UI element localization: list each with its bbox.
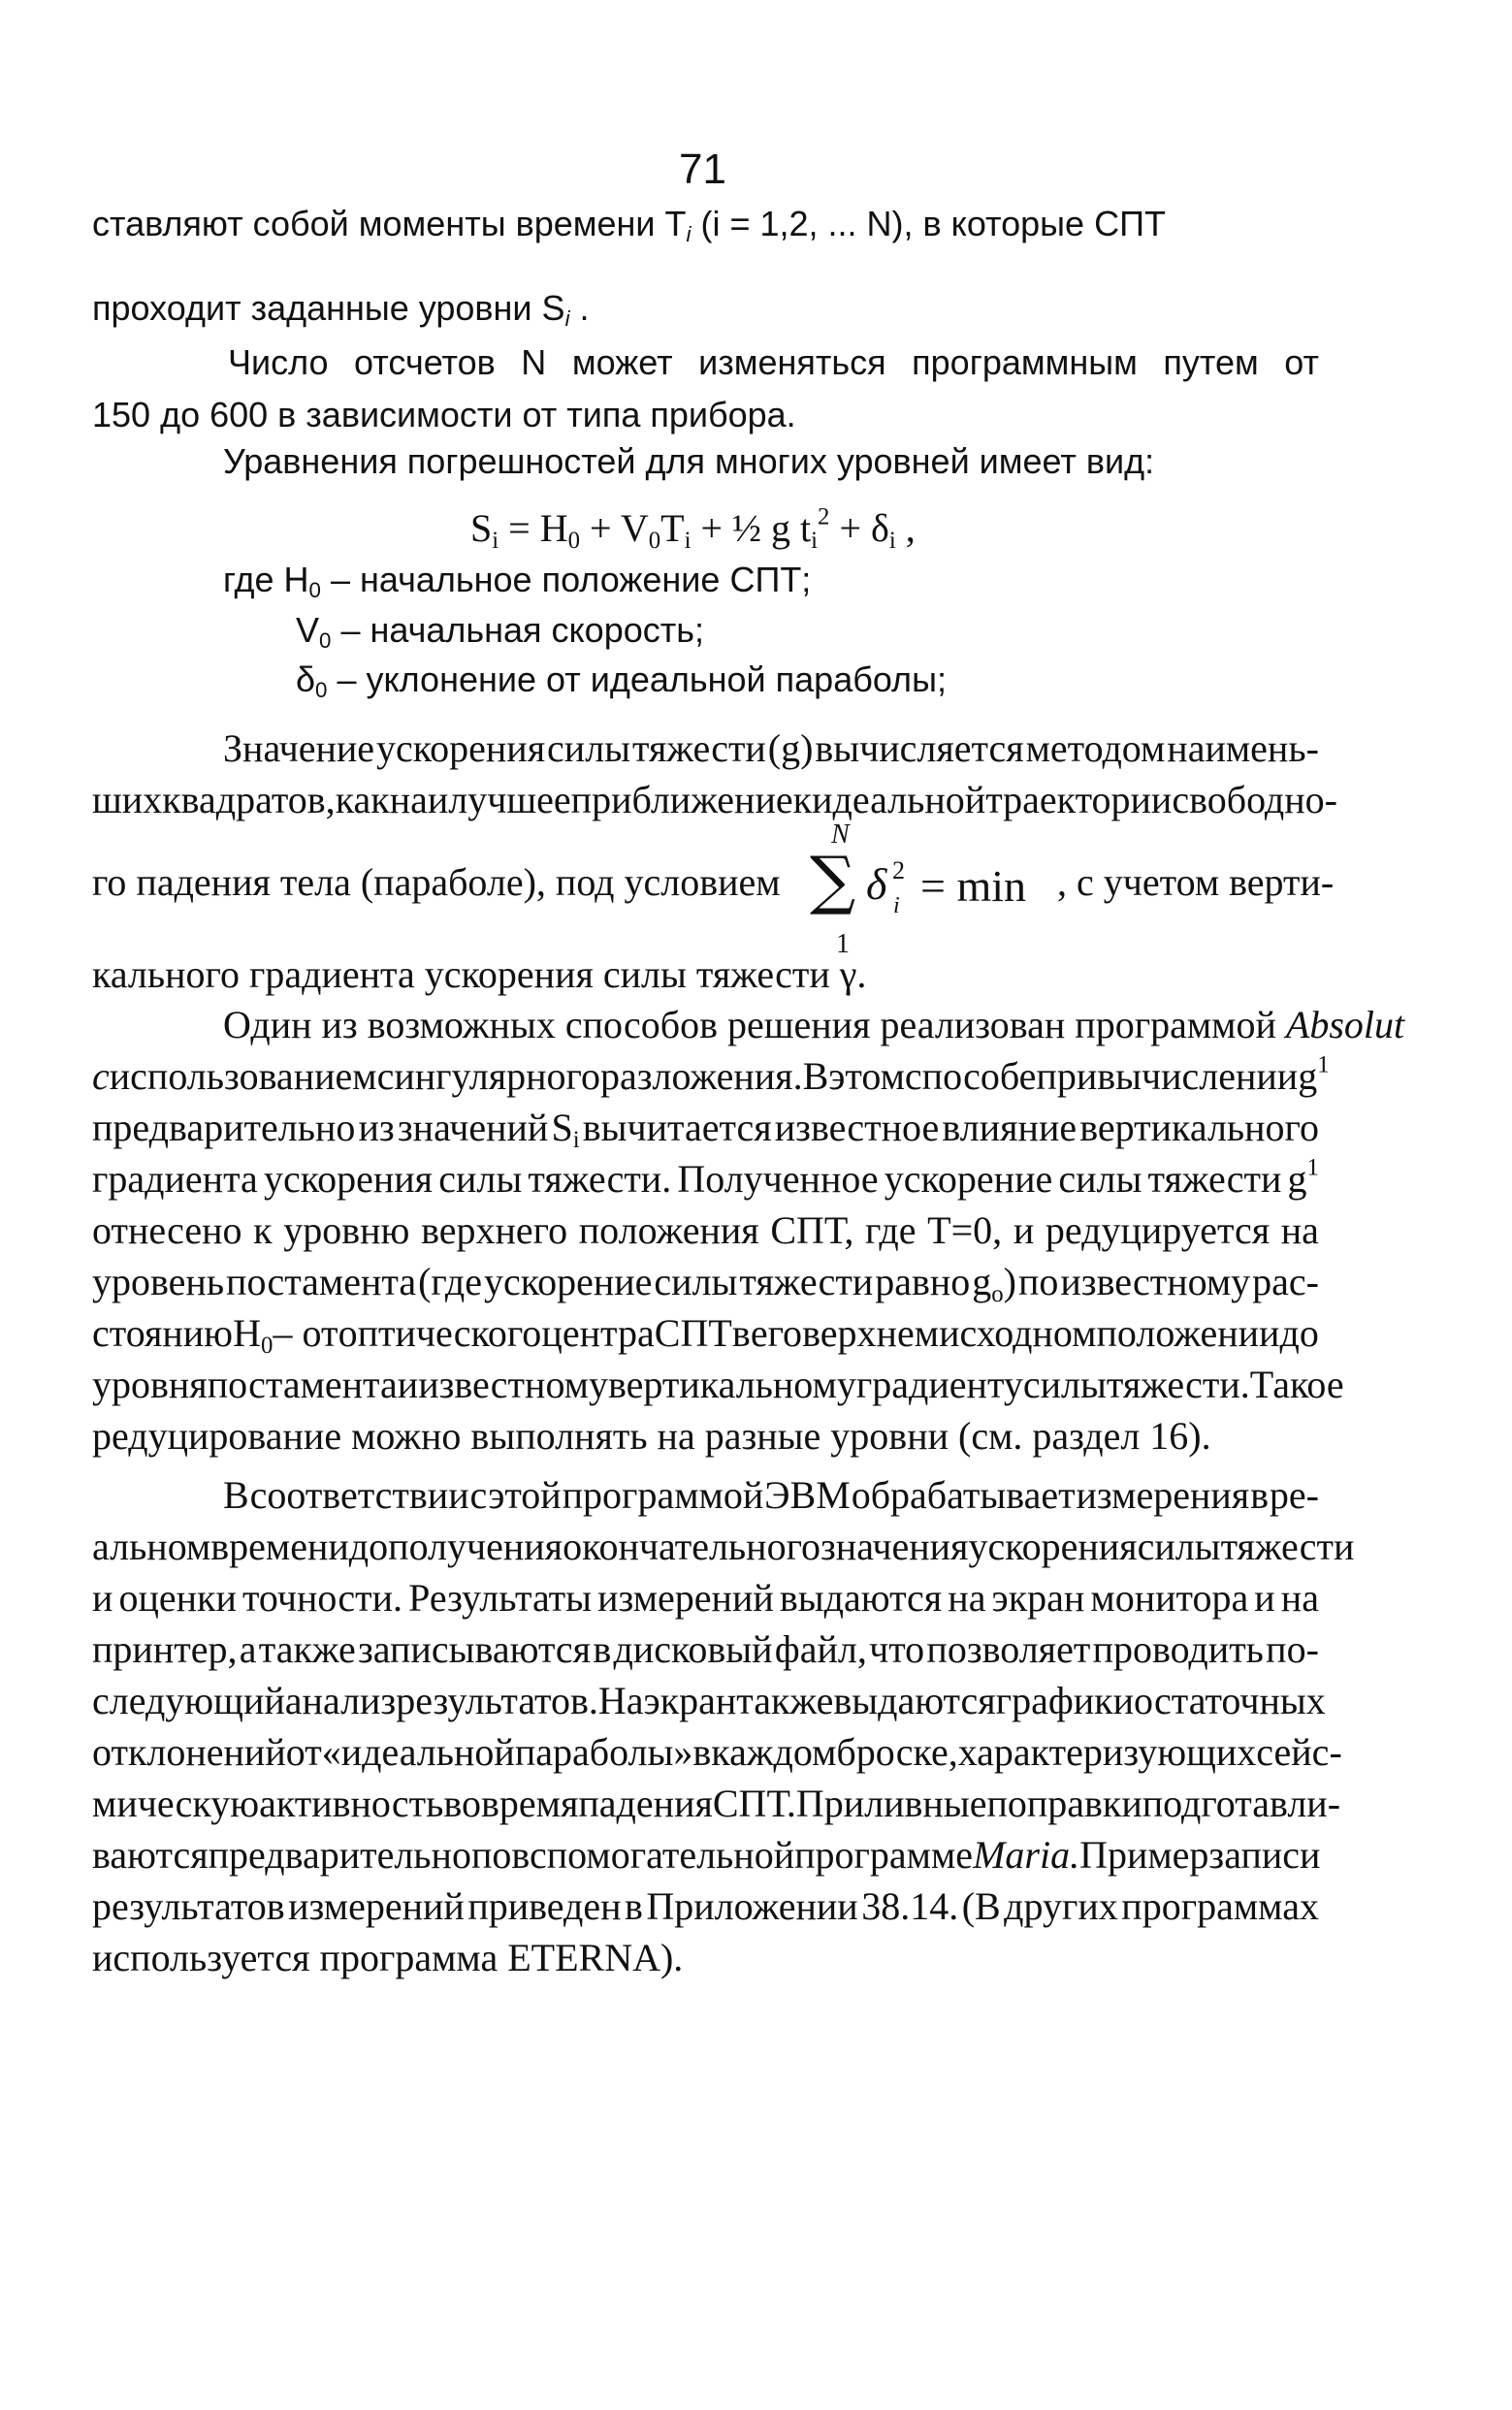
sum-formula xyxy=(810,819,1047,975)
text-line: редуцирование можно выполнять на разные уровни (см. раздел 16). xyxy=(92,1414,1211,1458)
exponent: 2 xyxy=(892,856,905,884)
text-line: проходит заданные уровни $S_i$ . xyxy=(92,288,590,332)
text-line: используется программа ETERNA). xyxy=(92,1936,684,1979)
text-line: следующий анализ результатов. На экран также выдаются графики остаточных xyxy=(92,1679,1326,1722)
text-line: В соответствии с этой программой ЭВМ обрабатывает измерения в ре- xyxy=(223,1473,1319,1517)
text-line: стоянию $H_0$ – от оптического центра СПТ в его верхнем исходном положении до xyxy=(92,1311,1319,1359)
text-line: и оценки точности. Результаты измерений выдаются на экран монитора и на xyxy=(92,1576,1319,1620)
text-line: предварительно из значений $S_i$ вычитается известное влияние вертикального xyxy=(92,1106,1319,1153)
sum-upper-limit: N xyxy=(831,819,850,850)
text-line: Значение ускорения силы тяжести (g) вычисляется методом наимень- xyxy=(223,726,1319,770)
delta-symbol: δ xyxy=(866,859,887,909)
sum-lower-limit: 1 xyxy=(836,929,850,959)
text-line: ставляют собой моменты времени $T_i$ (i = 1,2, ... N), в которые СПТ xyxy=(92,204,1166,247)
text-line: , с учетом верти- xyxy=(1057,860,1335,904)
text-line: Уравнения погрешностей для многих уровней имеет вид: xyxy=(223,441,1155,481)
equation: $S_i = H_0 + V_0T_i$ + ½ g $t_i^2 + \delta_i$ , xyxy=(470,503,916,554)
subscript-index: i xyxy=(893,893,900,918)
definition-line: $V_0$ – начальная скорость; xyxy=(296,610,704,654)
text-line: ваются предварительно по вспомогательной программе Maria. Пример записи xyxy=(92,1833,1321,1877)
text-line: с использованием сингулярного разложения. В этом способе при вычислении $g^1$ xyxy=(92,1051,1330,1098)
page-number: 71 xyxy=(679,145,726,193)
text-line: мическую активность во время падения СПТ. Приливные поправки подготавли- xyxy=(92,1782,1341,1825)
text-line: градиента ускорения силы тяжести. Полученное ускорение силы тяжести $g^1$ xyxy=(92,1154,1319,1201)
text-line: Один из возможных способов решения реализован программой Absolut xyxy=(223,1003,1405,1046)
text-line: уровень постамента (где ускорение силы тяжести равно $g_o$) по известному рас- xyxy=(92,1260,1319,1307)
text-line: альном времени до получения окончательного значения ускорения силы тяжести xyxy=(92,1525,1355,1568)
definition-line: где $H_0$ – начальное положение СПТ; xyxy=(223,560,812,603)
text-line: Число отсчетов N может изменяться программным путем от xyxy=(228,342,1319,382)
text-line: ших квадратов, как наилучшее приближение к идеальной траектории свободно- xyxy=(92,778,1337,821)
text-line: го падения тела (параболе), под условием xyxy=(92,860,781,904)
text-line: уровня постамента и известному вертикальному градиенту силы тяжести. Такое xyxy=(92,1363,1344,1406)
text-line: кального градиента ускорения силы тяжести γ. xyxy=(92,952,867,996)
text-line: 150 до 600 в зависимости от типа прибора. xyxy=(92,395,796,434)
definition-line: $\delta_0$ – уклонение от идеальной параболы; xyxy=(296,659,947,703)
summation-sign: ∑ xyxy=(810,843,856,917)
text-line: отнесено к уровню верхнего положения СПТ, где T=0, и редуцируется на xyxy=(92,1208,1319,1252)
text-line: принтер, а также записываются в дисковый файл, что позволяет проводить по- xyxy=(92,1627,1319,1671)
text-line: отклонений от «идеальной параболы» в каждом броске, характеризующих сейс- xyxy=(92,1730,1342,1774)
formula-rhs: = min xyxy=(920,861,1027,911)
text-line: результатов измерений приведен в Приложении 38.14. (В других программах xyxy=(92,1884,1319,1928)
